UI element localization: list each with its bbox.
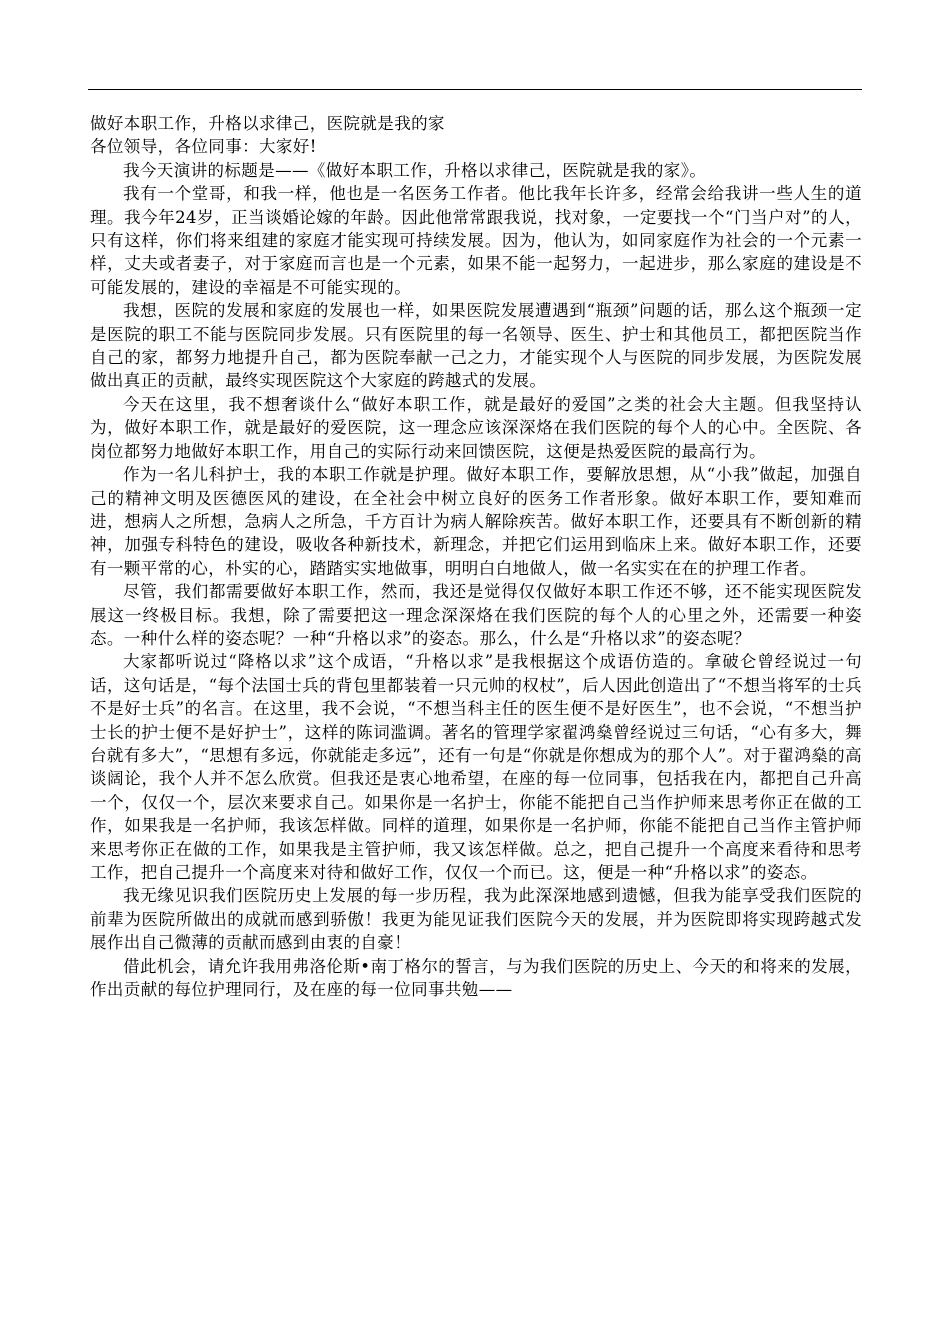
greeting: 各位领导，各位同事：大家好!	[90, 137, 317, 157]
paragraph-6: 尽管，我们都需要做好本职工作，然而，我还是觉得仅仅做好本职工作还不够，还不能实现医院发展这一终极目标。我想，除了需要把这一理念深深烙在我们医院的每个人的心里之外，还需要一种姿态。一种什么样的姿态呢？一种“升格以求”的姿态。那么，什么是“升格以求”的姿态呢？	[90, 582, 862, 648]
paragraph-8: 我无缘见识我们医院历史上发展的每一步历程，我为此深深地感到遗憾，但我为能享受我们医院的前辈为医院所做出的成就而感到骄傲！我更为能见证我们医院今天的发展，并为医院即将实现跨越式发展作出自己微薄的贡献而感到由衷的自豪！	[90, 886, 862, 953]
paragraph-2: 我有一个堂哥，和我一样，他也是一名医务工作者。他比我年长许多，经常会给我讲一些人生的道理。我今年24岁，正当谈婚论嫁的年龄。因此他常常跟我说，找对象，一定要找一个“门当户对”的人，只有这样，你们将来组建的家庭才能实现可持续发展。因为，他认为，如同家庭作为社会的一个元素一样，丈夫或者妻子，对于家庭而言也是一个元素，如果不能一起努力，一起进步，那么家庭的建设是不可能发展的，建设的幸福是不可能实现的。	[90, 184, 862, 297]
document-title: 做好本职工作，升格以求律己，医院就是我的家	[90, 114, 445, 133]
paragraph-7: 大家都听说过“降格以求”这个成语，“升格以求”是我根据这个成语仿造的。拿破仑曾经说过一句话，这句话是，“每个法国士兵的背包里都装着一只元帅的权杖”，后人因此创造出了“不想当将军的士兵不是好士兵”的名言。在这里，我不会说，“不想当科主任的医生便不是好医生”，也不会说，“不想当护士长的护士便不是好护士”，这样的陈词滥调。著名的管理学家翟鸿燊曾经说过三句话，“心有多大，舞台就有多大”，“思想有多远，你就能走多远”，还有一句是“你就是你想成为的那个人”。对于翟鸿燊的高谈阔论，我个人并不怎么欣赏。但我还是衷心地希望，在座的每一位同事，包括我在内，都把自己升高一个，仅仅一个，层次来要求自己。如果你是一名护士，你能不能把自己当作护师来思考你正在做的工作，如果我是一名护师，我该怎样做。同样的道理，如果你是一名护师，你能不能把自己当作主管护师来思考你正在做的工作，如果我是主管护师，我又该怎样做。总之，把自己提升一个高度来看待和思考工作，把自己提升一个高度来对待和做好工作，仅仅一个而已。这，便是一种“升格以求”的姿态。	[90, 652, 862, 882]
paragraph-4: 今天在这里，我不想奢谈什么“做好本职工作，就是最好的爱国”之类的社会大主题。但我坚持认为，做好本职工作，就是最好的爱医院，这一理念应该深深烙在我们医院的每个人的心中。全医院、各岗位都努力地做好本职工作，用自己的实际行动来回馈医院，这便是热爱医院的最高行为。	[90, 394, 862, 461]
paragraph-1: 我今天演讲的标题是——《做好本职工作，升格以求律己，医院就是我的家》。	[123, 160, 707, 180]
paragraph-3: 我想，医院的发展和家庭的发展也一样，如果医院发展遭遇到“瓶颈”问题的话，那么这个瓶颈一定是医院的职工不能与医院同步发展。只有医院里的每一名领导、医生、护士和其他员工，都把医院当作自己的家，都努力地提升自己，都为医院奉献一己之力，才能实现个人与医院的同步发展，为医院发展做出真正的贡献，最终实现医院这个大家庭的跨越式的发展。	[90, 301, 862, 391]
paragraph-9: 借此机会，请允许我用弗洛伦斯•南丁格尔的誓言，与为我们医院的历史上、今天的和将来的发展，作出贡献的每位护理同行，及在座的每一位同事共勉——	[90, 956, 862, 1000]
header-rule	[88, 89, 862, 90]
document-body	[90, 112, 862, 1001]
paragraph-5: 作为一名儿科护士，我的本职工作就是护理。做好本职工作，要解放思想，从“小我”做起，加强自己的精神文明及医德医风的建设，在全社会中树立良好的医务工作者形象。做好本职工作，要知难而进，想病人之所想，急病人之所急，千方百计为病人解除疾苦。做好本职工作，还要具有不断创新的精神，加强专科特色的建设，吸收各种新技术，新理念，并把它们运用到临床上来。做好本职工作，还要有一颗平常的心，朴实的心，踏踏实实地做事，明明白白地做人，做一名实实在在的护理工作者。	[90, 465, 862, 578]
